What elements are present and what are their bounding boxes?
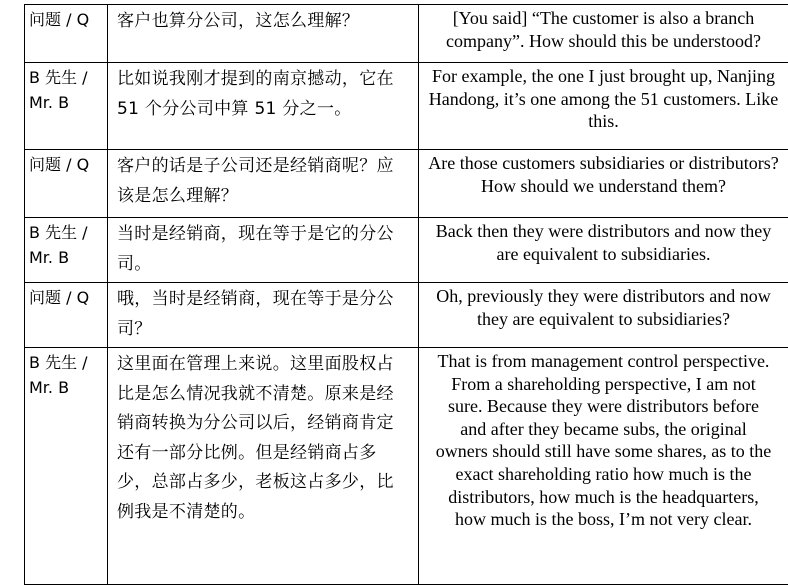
speaker-cell: 问题 / Q <box>25 5 108 63</box>
table-row <box>25 218 788 283</box>
table-row <box>25 348 788 585</box>
english-translation-cell: That is from management control perspective. From a shareholding perspective, I am not sure. Because they were distributors before and after they became subs, the original owners should still have some shares, as to the exact shareholding ratio how much is the distributors, how much is the headquarters, how much is the boss, I’m not very clear. <box>419 348 788 585</box>
speaker-cell: B 先生 / Mr. B <box>25 63 108 150</box>
speaker-cell: B 先生 / Mr. B <box>25 348 108 585</box>
english-translation-cell: Are those customers subsidiaries or distributors? How should we understand them? <box>419 150 788 218</box>
speaker-cell: 问题 / Q <box>25 283 108 348</box>
chinese-text-cell: 比如说我刚才提到的南京撼动，它在 51 个分公司中算 51 分之一。 <box>108 63 419 150</box>
interview-transcript-table <box>24 4 788 585</box>
english-translation-cell: Back then they were distributors and now they are equivalent to subsidiaries. <box>419 218 788 283</box>
chinese-text-cell: 客户也算分公司，这怎么理解？ <box>108 5 419 63</box>
english-translation-cell: Oh, previously they were distributors and now they are equivalent to subsidiaries? <box>419 283 788 348</box>
english-translation-cell: [You said] “The customer is also a branch company”. How should this be understood? <box>419 5 788 63</box>
table-row <box>25 63 788 150</box>
speaker-cell: B 先生 / Mr. B <box>25 218 108 283</box>
english-translation-cell: For example, the one I just brought up, Nanjing Handong, it’s one among the 51 customers. Like this. <box>419 63 788 150</box>
chinese-text-cell: 哦，当时是经销商，现在等于是分公司？ <box>108 283 419 348</box>
table-row <box>25 283 788 348</box>
chinese-text-cell: 当时是经销商，现在等于是它的分公司。 <box>108 218 419 283</box>
table-row <box>25 5 788 63</box>
table-row <box>25 150 788 218</box>
chinese-text-cell: 客户的话是子公司还是经销商呢？应该是怎么理解？ <box>108 150 419 218</box>
speaker-cell: 问题 / Q <box>25 150 108 218</box>
chinese-text-cell: 这里面在管理上来说。这里面股权占比是怎么情况我就不清楚。原来是经销商转换为分公司以后，经销商肯定还有一部分比例。但是经销商占多少，总部占多少，老板这占多少，比例我是不清楚的。 <box>108 348 419 585</box>
